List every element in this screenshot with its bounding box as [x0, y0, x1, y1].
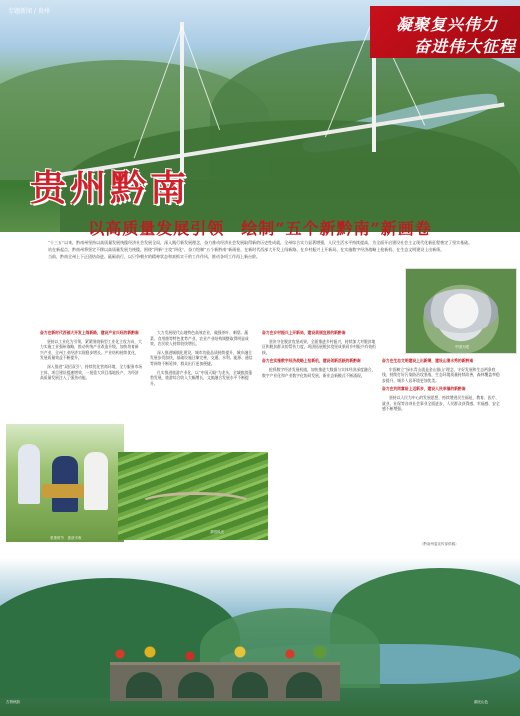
body-paragraph: 深入推进“双招双引”，持续优化营商环境，全力服务市场主体，项目建设提速增效，一批重大项目落地投产，为经济高质量发展注入了强劲动能。 — [40, 363, 143, 381]
photo-caption: 茶园风光 — [210, 530, 224, 534]
photo-caption: 湖光山色 — [474, 700, 488, 704]
bridge-pylon — [180, 22, 184, 172]
body-paragraph: 深入推进城镇化建设，城市功能品质持续提升，城乡融合发展步伐加快，基础设施日臻完善，交通、水利、能源、通信等网络不断延伸，群众出行更加便捷。 — [150, 349, 253, 366]
article-column-4 — [382, 358, 502, 415]
person-figure — [18, 444, 40, 504]
section-kicker: 专题新闻 / 贵州 — [8, 8, 50, 15]
photo-caption: 采茶时节 喜获丰收 — [50, 536, 82, 540]
main-subtitle: 以高质量发展引领 绘制“五个新黔南”新画卷 — [88, 219, 432, 238]
body-paragraph: 坚持以工业化为引领，紧紧围绕新型工业化主攻方向，大力实施工业强州战略，推动传统产业改造升级，加快培育新兴产业，全州工业经济实现稳步增长，产业结构持续优化，发展质量效益不断提升。 — [40, 338, 142, 361]
harvest-people-photo — [6, 424, 124, 542]
article-column-2 — [150, 330, 255, 389]
intro-paragraph: 站在新起点，黔南州将坚定不移以高质量发展为统揽，围绕“四新”主攻“四化”，奋力绘制“五个新黔南”新画卷，在新时代西部大开发上闯新路、在乡村振兴上开新局、在实施数字经济战略上抢新机、在生态文明建设上出新绩。 — [48, 247, 445, 253]
slogan-banner — [370, 6, 520, 58]
body-paragraph: 坚持以人民为中心的发展思想，持续增进民生福祉，教育、医疗、就业、社保等各项社会事业全面进步，人民群众获得感、幸福感、安全感不断增强。 — [382, 394, 500, 412]
article-column-3 — [262, 330, 376, 381]
tea-garden-photo — [118, 452, 268, 540]
body-paragraph: 牢固树立“绿水青山就是金山银山”理念，守好发展和生态两条底线，持续打好污染防治攻坚战，生态环境质量持续改善，森林覆盖率稳步提升，城乡人居环境更加优美。 — [382, 366, 500, 383]
region-title: 贵州黔南 — [30, 167, 191, 209]
person-figure — [84, 452, 108, 510]
telescope-photo — [405, 268, 517, 354]
slogan-line-1: 凝聚复兴伟力 — [396, 15, 499, 34]
article-column-1 — [40, 330, 142, 384]
body-paragraph: 坚决守住脱贫攻坚成果，全面推进乡村振兴，持续加大对脱贫地区和脱贫群众的帮扶力度，巩固拓展脱贫攻坚成果同乡村振兴有效衔接。 — [262, 338, 376, 355]
body-paragraph: 扎实推进旅游产业化，以“中国天眼”为龙头，全域旅游蓬勃发展，旅游综合收入大幅增长，文旅融合发展水平不断提升。 — [150, 369, 253, 386]
body-paragraph: 大力发展现代山地特色高效农业，做强茶叶、刺梨、蔬菜、食用菌等特色优势产业，农业产业结构调整取得明显成效，农民收入持续较快增长。 — [150, 330, 249, 347]
intro-paragraph: “十三五”以来，黔南州坚持以高质量发展统揽经济社会发展全局，深入践行新发展理念，奋力推动经济社会发展取得新的历史性成就，全州综合实力显著增强，人民生活水平持续提高，为全面开启建设社会主义现代化新征程奠定了坚实基础。 — [48, 240, 473, 245]
intro-paragraph: 当前，黔南全州上下正团结奋进、砥砺前行，以只争朝夕的精神状态和真抓实干的工作作风，推动各项工作再上新台阶。 — [48, 254, 260, 260]
intro-paragraphs — [40, 240, 480, 262]
photo-caption: 古桥秋韵 — [6, 700, 20, 704]
section-heading: 奋力在新时代西部大开发上闯新路，建设产业兴旺的新黔南 — [40, 330, 139, 335]
slogan-line-2: 奋进伟大征程 — [414, 37, 517, 56]
section-heading: 奋力在乡村振兴上开新局，建设美丽宜居的新黔南 — [262, 330, 346, 335]
section-heading: 奋力在生态文明建设上出新绩，建设山清水秀的新黔南 — [382, 358, 474, 363]
section-heading: 奋力在共同富裕上迈新步，建设人民幸福的新黔南 — [382, 386, 466, 392]
section-heading: 奋力在实施数字经济战略上抢新机，建设创新活跃的新黔南 — [262, 358, 361, 364]
telescope-caption: 中国天眼 — [455, 345, 469, 349]
byline: （黔南州委宣传部供稿） — [420, 542, 459, 546]
body-paragraph: 抢抓数字经济发展机遇，加快推进大数据与实体经济深度融合，数字产业化和产业数字化协同发展，新业态新模式不断涌现。 — [262, 366, 376, 378]
telescope-dish — [424, 289, 498, 333]
garden-path — [138, 492, 254, 516]
harvest-tray — [42, 484, 84, 498]
